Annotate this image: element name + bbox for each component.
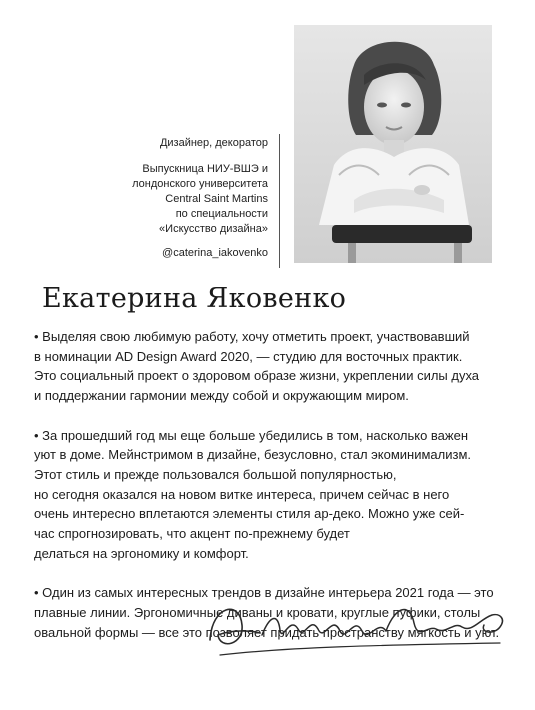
- text-line: в номинации AD Design Award 2020, — студию для восточных практик.: [34, 348, 463, 364]
- text-line: час спрогнозировать, что акцент по-прежнему будет: [34, 526, 350, 542]
- text-line: но сегодня оказался на новом витке интереса, причем сейчас в него: [34, 486, 450, 502]
- paragraph-trends-2021: [34, 583, 504, 642]
- text-line: • Один из самых интересных трендов в дизайне интерьера 2021 года — это: [34, 585, 494, 601]
- text-line: делаться на эргономику и комфорт.: [34, 545, 249, 561]
- social-handle[interactable]: @caterina_iakovenko: [162, 247, 268, 259]
- text-line: • За прошедший год мы еще больше убедились в том, насколько важен: [34, 427, 469, 443]
- text-line: • Выделяя свою любимую работу, хочу отметить проект, участвовавший: [34, 329, 470, 344]
- text-line: плавные линии. Эргономичные диваны и кровати, круглые пуфики, столы: [34, 604, 481, 620]
- paragraph-eco-minimalism: [34, 426, 504, 564]
- text-line: и поддержании гармонии между собой и окружающим миром.: [34, 388, 409, 404]
- text-line: овальной формы — все это позволяет придать пространству мягкость и уют.: [34, 624, 500, 640]
- designer-portrait-photo: [294, 25, 492, 263]
- article-body: [34, 327, 504, 662]
- designer-bio: [28, 136, 280, 261]
- paragraph-favorite-project: [34, 327, 504, 406]
- text-line: Этот стиль и прежде пользовался большой популярностью,: [34, 466, 397, 482]
- education-line: Выпускница НИУ-ВШЭ и: [142, 163, 268, 175]
- bio-divider: [279, 134, 280, 268]
- education-line: лондонского университета: [132, 178, 268, 190]
- text-line: очень интересно вплетаются элементы стиля ар-деко. Можно уже сей-: [34, 506, 465, 522]
- education-line: Central Saint Martins: [165, 193, 268, 205]
- text-line: Это социальный проект о здоровом образе жизни, укреплении силы духа: [34, 368, 480, 384]
- education-line: «Искусство дизайна»: [159, 223, 268, 235]
- designer-education: [28, 162, 268, 237]
- designer-name: Екатерина Яковенко: [42, 283, 347, 314]
- text-line: уют в доме. Мейнстримом в дизайне, безусловно, стал экоминимализм.: [34, 447, 472, 463]
- education-line: по специальности: [175, 208, 268, 220]
- designer-role: Дизайнер, декоратор: [159, 137, 268, 149]
